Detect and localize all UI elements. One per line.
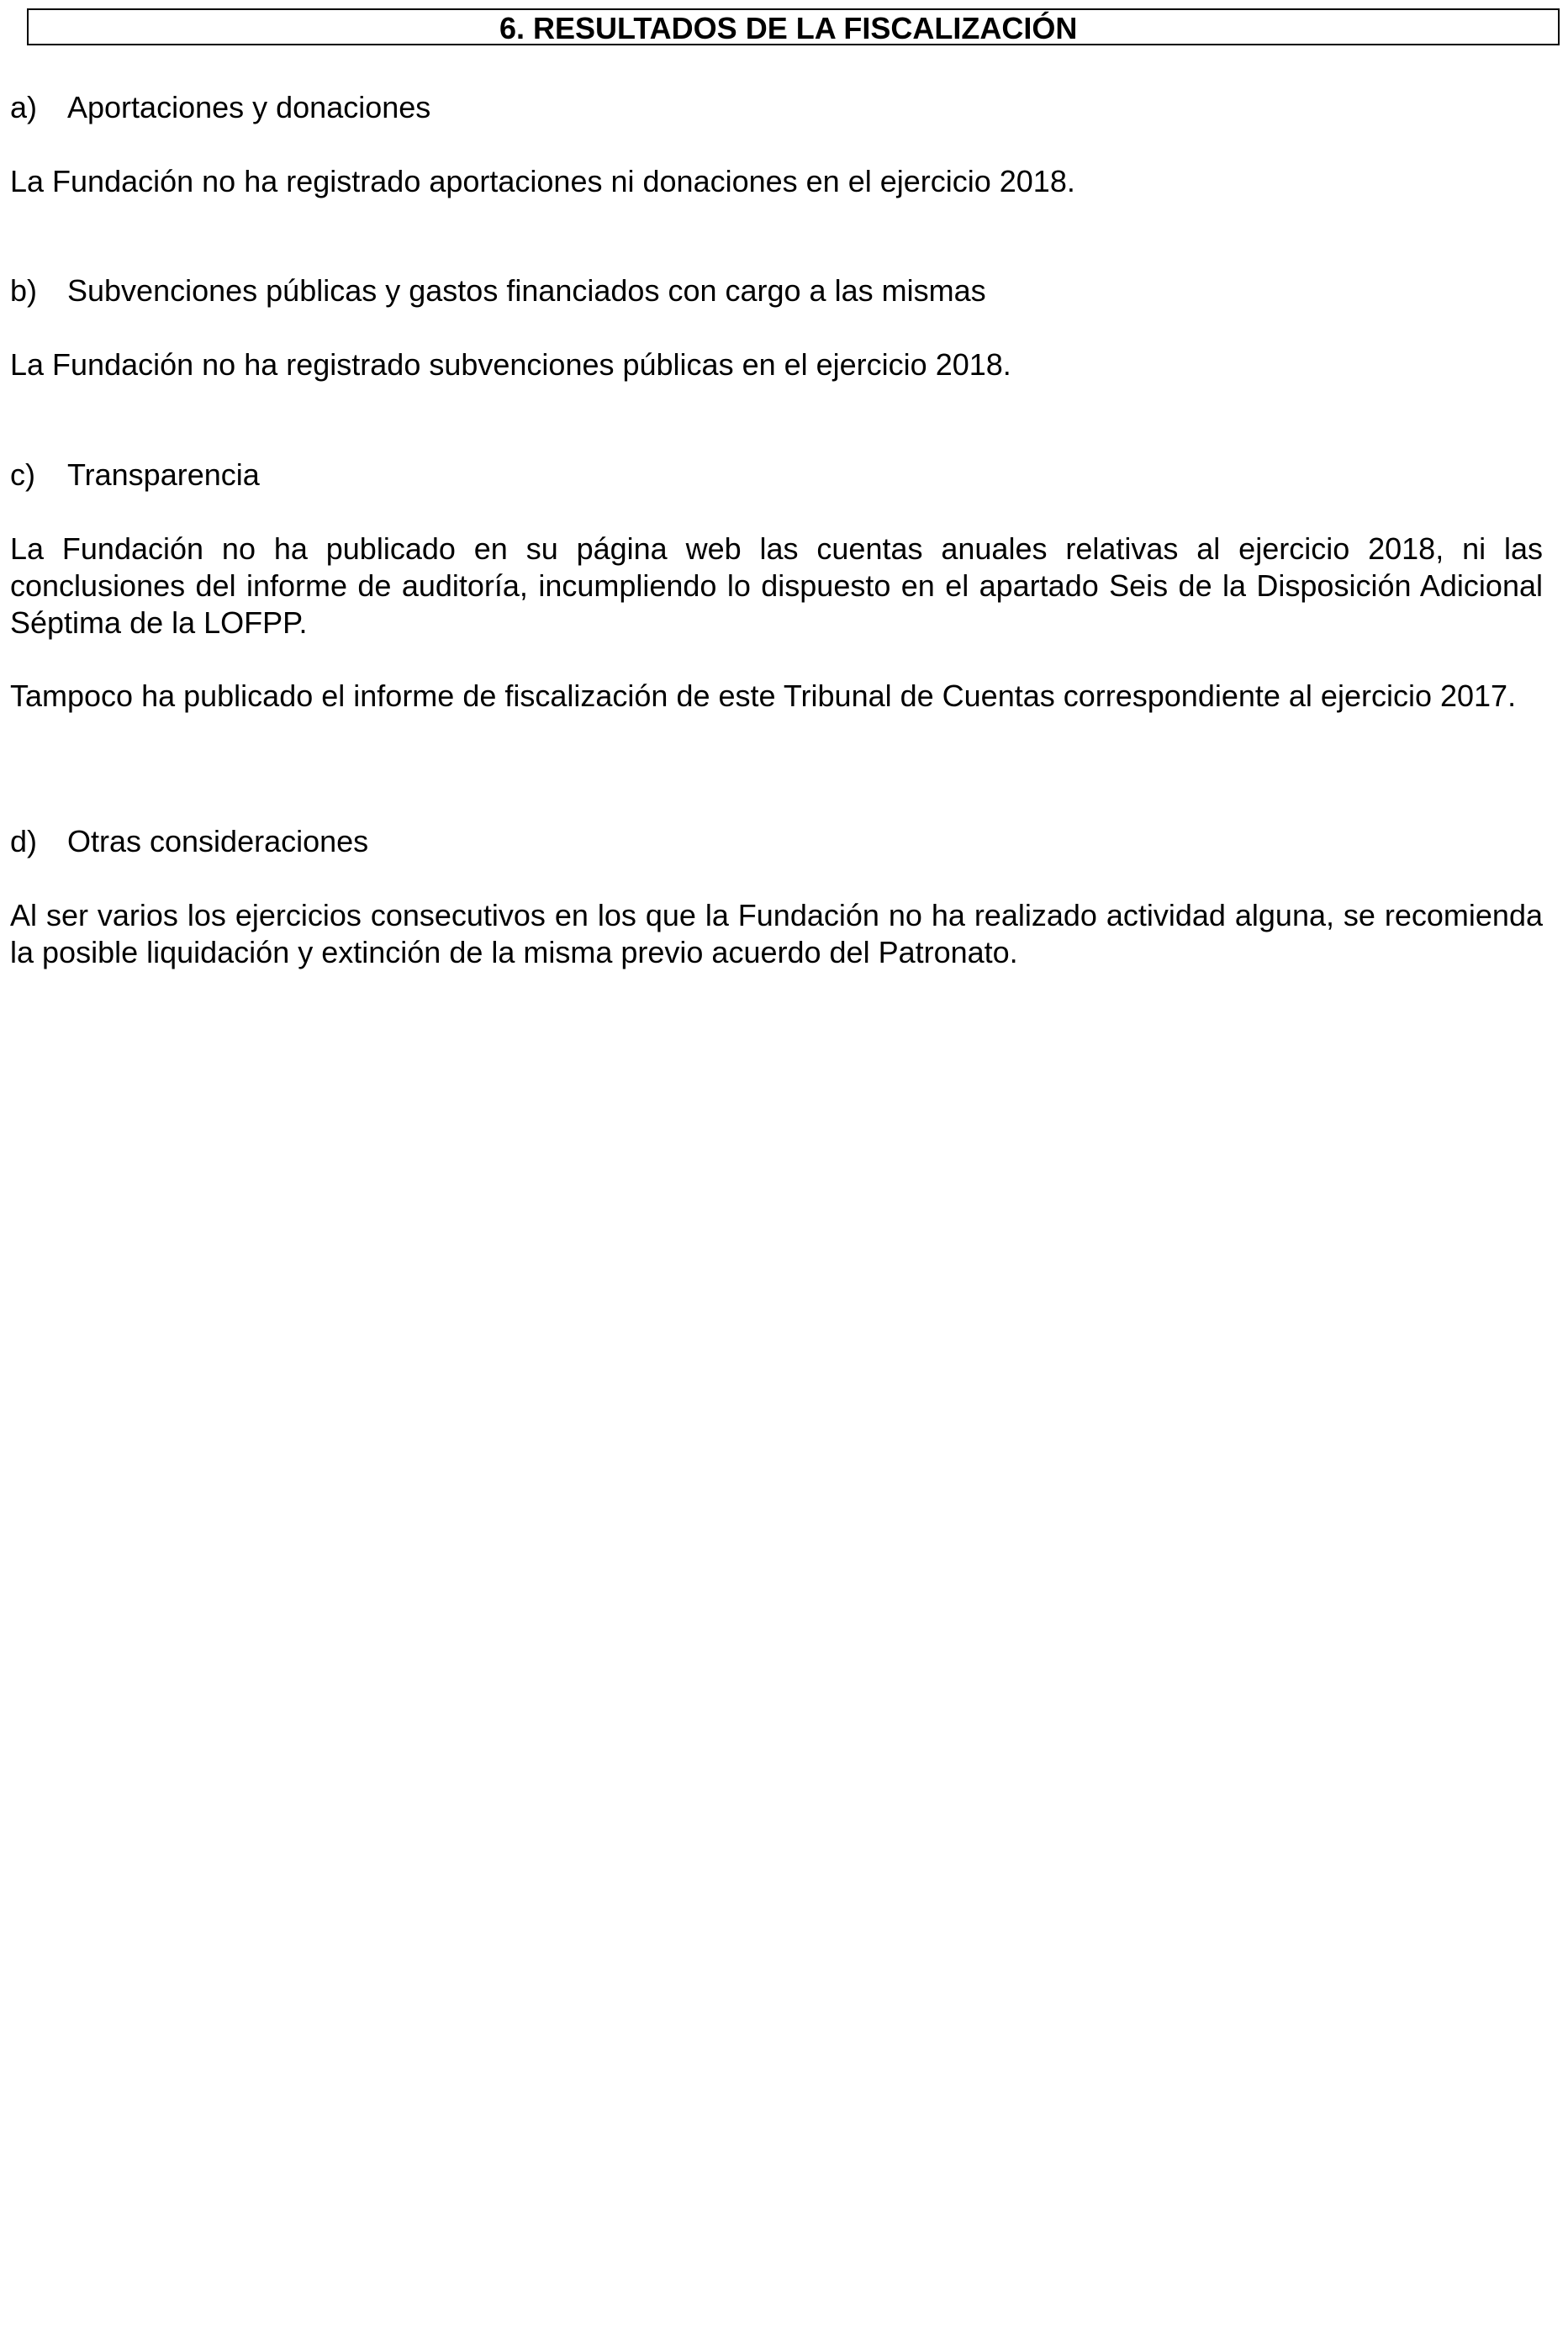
subsection-heading-b <box>10 272 986 309</box>
subsection-letter: c) <box>10 457 35 492</box>
subsection-title: Transparencia <box>67 457 260 492</box>
paragraph-d-1: Al ser varios los ejercicios consecutivos en los que la Fundación no ha realizado actividad alguna, se recomienda la posible liquidación y extinción de la misma previo acuerdo del Patronato. <box>10 898 1543 969</box>
subsection-title: Subvenciones públicas y gastos financiados con cargo a las mismas <box>67 273 986 308</box>
paragraph-c-1: La Fundación no ha publicado en su página web las cuentas anuales relativas al ejercicio 2018, ni las conclusiones del informe de auditoría, incumpliendo lo dispuesto en el apartado Seis de la Disposición Adicional Séptima de la LOFPP. <box>10 531 1543 640</box>
subsection-letter: d) <box>10 824 38 858</box>
paragraph-c-2: Tampoco ha publicado el informe de fiscalización de este Tribunal de Cuentas correspondiente al ejercicio 2017. <box>10 679 1517 713</box>
subsection-letter: b) <box>10 273 38 308</box>
paragraph-a-1: La Fundación no ha registrado aportaciones ni donaciones en el ejercicio 2018. <box>10 164 1075 198</box>
subsection-letter: a) <box>10 90 38 124</box>
subsection-title: Otras consideraciones <box>67 824 369 858</box>
paragraph-b-1: La Fundación no ha registrado subvenciones públicas en el ejercicio 2018. <box>10 347 1011 382</box>
subsection-heading-d <box>10 823 368 860</box>
section-title: 6. RESULTADOS DE LA FISCALIZACIÓN <box>499 11 1078 45</box>
subsection-heading-a <box>10 89 430 126</box>
section-title-box <box>27 8 1560 45</box>
subsection-heading-c <box>10 457 260 494</box>
subsection-title: Aportaciones y donaciones <box>67 90 431 124</box>
